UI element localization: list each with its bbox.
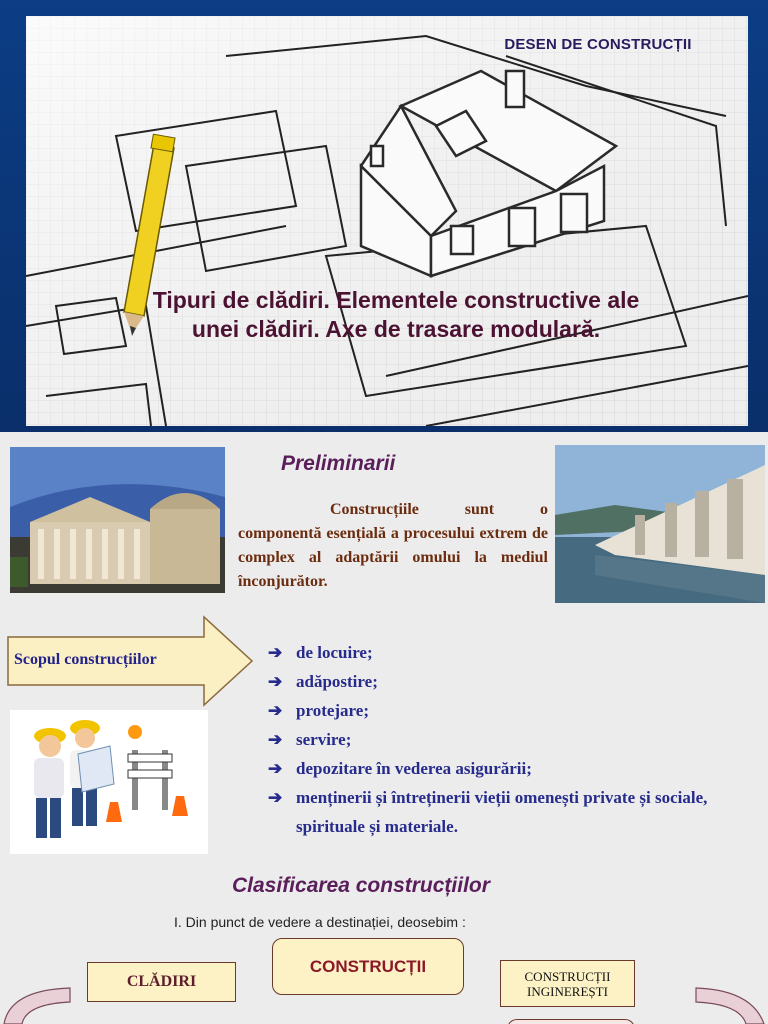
box-constructii: CONSTRUCȚII xyxy=(272,938,464,995)
box-cladiri: CLĂDIRI xyxy=(87,962,236,1002)
box-partial xyxy=(507,1019,635,1024)
arrow-right-icon: ➔ xyxy=(268,672,283,691)
blueprint-photo xyxy=(26,16,748,426)
list-item: ➔ protejare; xyxy=(268,696,728,725)
list-item: ➔ adăpostire; xyxy=(268,667,728,696)
dam-photo xyxy=(555,445,765,603)
arrow-right-icon: ➔ xyxy=(268,788,283,807)
connector-right xyxy=(690,982,768,1024)
list-item: ➔ menținerii și întreținerii vieții omenești private și sociale, spirituale și materiale. xyxy=(268,783,728,841)
list-item: ➔ servire; xyxy=(268,725,728,754)
intro-paragraph: Construcțiile sunt o componentă esențială a procesului extrem de complex al adaptării omului la mediul înconjurător. xyxy=(238,501,548,590)
ateneu-photo xyxy=(10,447,225,593)
scope-label: Scopul construcțiilor xyxy=(14,651,157,668)
arrow-right-icon: ➔ xyxy=(268,730,283,749)
connector-left xyxy=(0,982,80,1024)
slide-title: Tipuri de clădiri. Elementele constructive ale unei clădiri. Axe de trasare modulară. xyxy=(152,287,640,342)
arrow-right-icon: ➔ xyxy=(268,643,283,662)
course-label: DESEN DE CONSTRUCȚII xyxy=(504,36,692,53)
title-slide xyxy=(0,0,768,432)
list-item: ➔ de locuire; xyxy=(268,638,728,667)
clasificare-subtitle: I. Din punct de vedere a destinației, deosebim : xyxy=(174,914,466,930)
list-item: ➔ depozitare în vederea asigurării; xyxy=(268,754,728,783)
arrow-right-icon: ➔ xyxy=(268,759,283,778)
content-slide xyxy=(0,434,768,1024)
house-sketch-icon xyxy=(26,16,748,426)
arrow-right-icon: ➔ xyxy=(268,701,283,720)
box-constructii-ingineresti: CONSTRUCȚII INGINEREȘTI xyxy=(500,960,635,1007)
purpose-list xyxy=(268,638,728,841)
clasificare-heading: Clasificarea construcțiilor xyxy=(232,874,490,897)
workers-illustration-icon xyxy=(10,710,208,854)
preliminarii-heading: Preliminarii xyxy=(281,452,396,475)
